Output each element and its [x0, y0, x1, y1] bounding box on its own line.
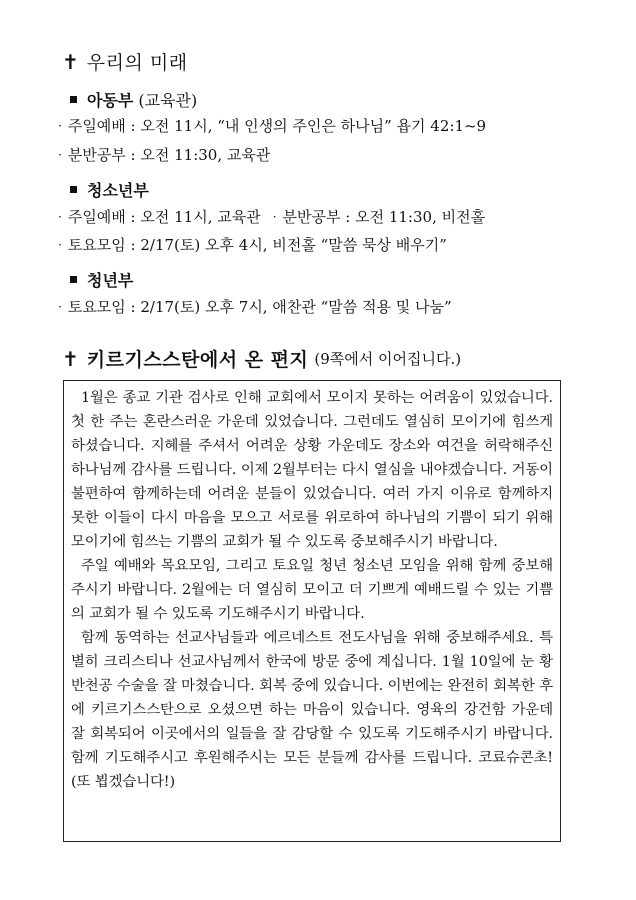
dot-bullet-icon: ·: [58, 147, 62, 162]
square-bullet-icon: [70, 186, 77, 193]
schedule-line: [58, 115, 486, 136]
schedule-text: 분반공부 : 오전 11:30, 비전홀: [282, 208, 486, 226]
dot-bullet-icon: ·: [272, 209, 277, 224]
group-heading-young-adults: [70, 268, 133, 291]
schedule-line: [58, 144, 270, 165]
square-bullet-icon: [70, 96, 77, 103]
schedule-text: 토요모임 : 2/17(토) 오후 4시, 비전홀 “말씀 묵상 배우기”: [67, 236, 447, 254]
dot-bullet-icon: ·: [58, 237, 62, 252]
schedule-line: [58, 206, 485, 227]
square-bullet-icon: [70, 276, 77, 283]
group-name: 아동부: [87, 91, 134, 110]
letter-box: [63, 380, 561, 842]
letter-paragraph: 주일 예배와 목요모임, 그리고 토요일 청년 청소년 모임을 위해 함께 중보해주시기 바랍니다. 2월에는 더 열심히 모이고 더 기쁘게 예배드릴 수 있는 기쁨의 교회가 될 수 있도록 기도해주시기 바랍니다.: [71, 558, 553, 622]
future-section-title: [62, 48, 188, 75]
schedule-text: 주일예배 : 오전 11시, “내 인생의 주인은 하나님” 욥기 42:1~9: [67, 117, 487, 135]
schedule-text: 분반공부 : 오전 11:30, 교육관: [67, 146, 271, 164]
future-title: 우리의 미래: [86, 52, 188, 74]
schedule-line: [58, 234, 447, 255]
cross-icon: ✝: [62, 49, 79, 74]
cross-icon: ✝: [62, 346, 79, 371]
schedule-text: 토요모임 : 2/17(토) 오후 7시, 애찬관 “말씀 적용 및 나눔”: [67, 298, 452, 316]
group-location: (교육관): [138, 91, 198, 110]
dot-bullet-icon: ·: [58, 299, 62, 314]
letter-paragraph: 1월은 종교 기관 검사로 인해 교회에서 모이지 못하는 어려움이 있었습니다. 첫 한 주는 혼란스러운 가운데 있었습니다. 그런데도 열심히 모이기에 힘쓰게 하셨습니다. 지혜를 주셔서 어려운 상황 가운데도 장소와 여건을 허락해주신 하나님께 감사를 드립니다. 이제 2월부터는 다시 열심을 내야겠습니다. 거동이 불편하여 함께하는데 어려운 분들이 있었습니다. 여러 가지 이유로 함께하지 못한 이들이 다시 마음을 모으고 서로를 위로하여 하나님의 기쁨이 되기 위해 모이기에 힘쓰는 기쁨의 교회가 될 수 있도록 중보해주시기 바랍니다.: [71, 390, 553, 550]
letter-title: 키르기스스탄에서 온 편지: [86, 349, 309, 371]
group-heading-youth: [70, 178, 149, 201]
group-name: 청년부: [87, 271, 134, 290]
letter-paragraph: 함께 동역하는 선교사님들과 에르네스트 전도사님을 위해 중보해주세요. 특별히 크리스티나 선교사님께서 한국에 방문 중에 계십니다. 1월 10일에 눈 황반천공 수술을 잘 마쳤습니다. 회복 중에 있습니다. 이번에는 완전히 회복한 후에 키르기스스탄으로 오셨으면 하는 마음이 있습니다. 영육의 강건함 가운데 잘 회복되어 이곳에서의 일들을 잘 감당할 수 있도록 기도해주시기 바랍니다. 함께 기도해주시고 후원해주시는 모든 분들께 감사를 드립니다. 코료슈콘초!(또 뵙겠습니다!): [71, 630, 553, 790]
continued-note: (9쪽에서 이어집니다.): [314, 350, 462, 368]
dot-bullet-icon: ·: [58, 209, 62, 224]
group-name: 청소년부: [87, 181, 149, 200]
letter-section-title: [62, 345, 461, 372]
group-heading-children: [70, 88, 197, 111]
schedule-line: [58, 296, 452, 317]
dot-bullet-icon: ·: [58, 118, 62, 133]
schedule-text: 주일예배 : 오전 11시, 교육관: [67, 208, 261, 226]
